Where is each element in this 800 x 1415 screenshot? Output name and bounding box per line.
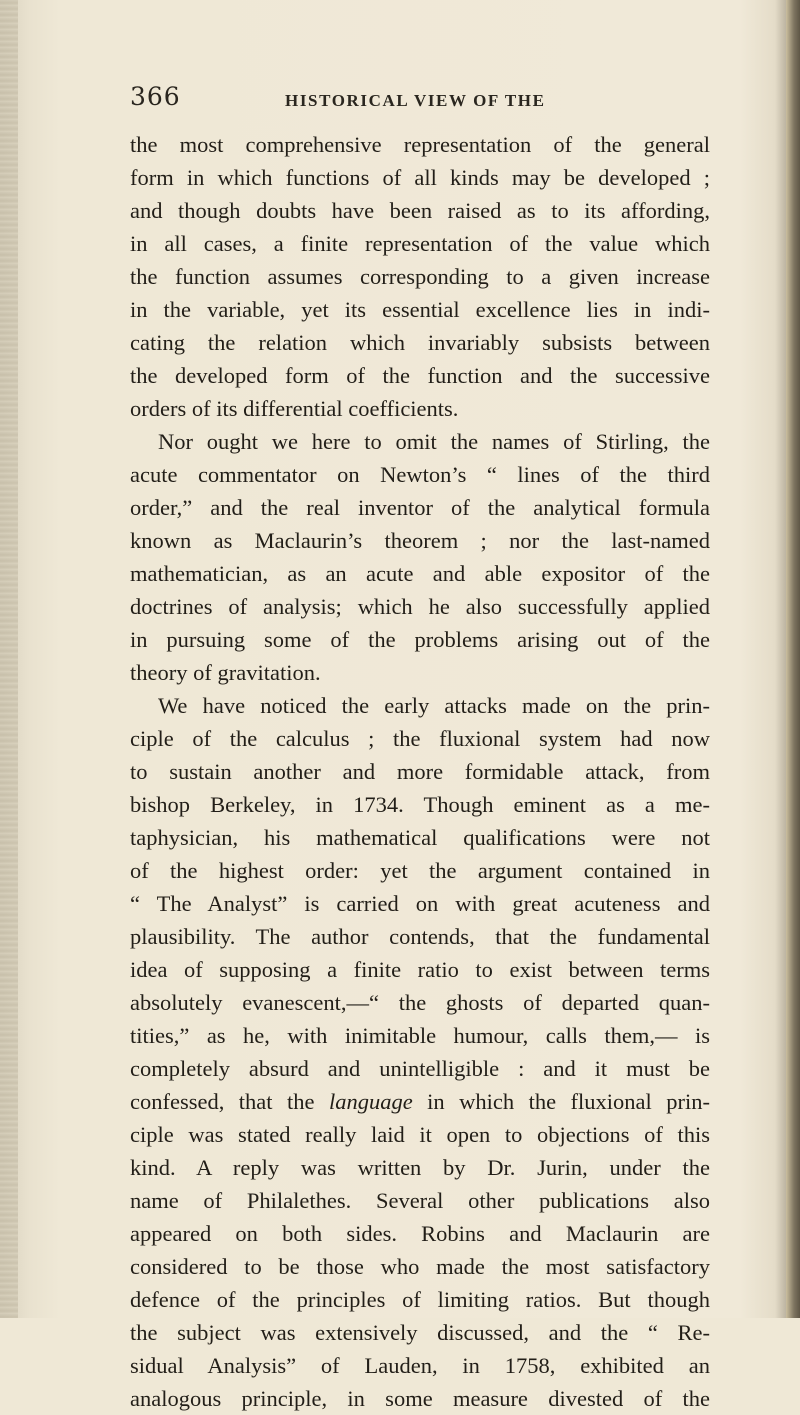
text-line: plausibility. The author contends, that the fundamental (130, 924, 710, 949)
text-line: acute commentator on Newton’s “ lines of the third (130, 462, 710, 487)
text-line: idea of supposing a finite ratio to exist between terms (130, 957, 710, 982)
text-line: bishop Berkeley, in 1734. Though eminent as a me- (130, 792, 710, 817)
running-head: HISTORICAL VIEW OF THE (285, 91, 546, 110)
page-binding-shadow (0, 0, 18, 1318)
text-line: in pursuing some of the problems arising out of the (130, 627, 710, 652)
paragraph-first-line: We have noticed the early attacks made on the prin- (158, 693, 710, 718)
text-line: orders of its differential coefficients. (130, 396, 459, 421)
page-number: 366 (130, 82, 181, 111)
text-line: known as Maclaurin’s theorem ; nor the last-named (130, 528, 710, 553)
text-line: sidual Analysis” of Lauden, in 1758, exhibited an (130, 1353, 710, 1378)
text-line: appeared on both sides. Robins and Maclaurin are (130, 1221, 710, 1246)
text-line: name of Philalethes. Several other publications also (130, 1188, 710, 1213)
text-segment: confessed, that the (130, 1089, 315, 1114)
text-line: theory of gravitation. (130, 660, 321, 685)
text-line: and though doubts have been raised as to its affording, (130, 198, 710, 223)
text-line: kind. A reply was written by Dr. Jurin, under the (130, 1155, 710, 1180)
text-line: completely absurd and unintelligible : and it must be (130, 1056, 710, 1081)
text-line: “ The Analyst” is carried on with great acuteness and (130, 891, 710, 916)
text-line: mathematician, as an acute and able expositor of the (130, 561, 710, 586)
text-line: tities,” as he, with inimitable humour, calls them,— is (130, 1023, 710, 1048)
page-header (130, 82, 710, 122)
text-line: form in which functions of all kinds may be developed ; (130, 165, 710, 190)
text-line: defence of the principles of limiting ratios. But though (130, 1287, 710, 1312)
page-edge-shadow (786, 0, 800, 1318)
text-line: ciple was stated really laid it open to objections of this (130, 1122, 710, 1147)
text-line: order,” and the real inventor of the analytical formula (130, 495, 710, 520)
text-segment: in which the fluxional prin- (412, 1089, 710, 1114)
text-line: the function assumes corresponding to a given increase (130, 264, 710, 289)
text-line: taphysician, his mathematical qualifications were not (130, 825, 710, 850)
text-line: cating the relation which invariably subsists between (130, 330, 710, 355)
body-text (130, 128, 710, 1415)
text-line: analogous principle, in some measure divested of the (130, 1386, 710, 1411)
text-line: the most comprehensive representation of the general (130, 132, 710, 157)
text-line: the subject was extensively discussed, and the “ Re- (130, 1320, 710, 1345)
text-line: doctrines of analysis; which he also successfully applied (130, 594, 710, 619)
paragraph-first-line: Nor ought we here to omit the names of Stirling, the (158, 429, 710, 454)
text-line: the developed form of the function and the successive (130, 363, 710, 388)
italic-word: language (328, 1089, 413, 1114)
text-line: of the highest order: yet the argument contained in (130, 858, 710, 883)
text-line: ciple of the calculus ; the fluxional system had now (130, 726, 710, 751)
text-line: in all cases, a finite representation of the value which (130, 231, 710, 256)
text-line: in the variable, yet its essential excellence lies in indi- (130, 297, 710, 322)
text-line: considered to be those who made the most satisfactory (130, 1254, 710, 1279)
text-line-with-italic (130, 1085, 710, 1118)
text-line: absolutely evanescent,—“ the ghosts of departed quan- (130, 990, 710, 1015)
text-line: to sustain another and more formidable attack, from (130, 759, 710, 784)
